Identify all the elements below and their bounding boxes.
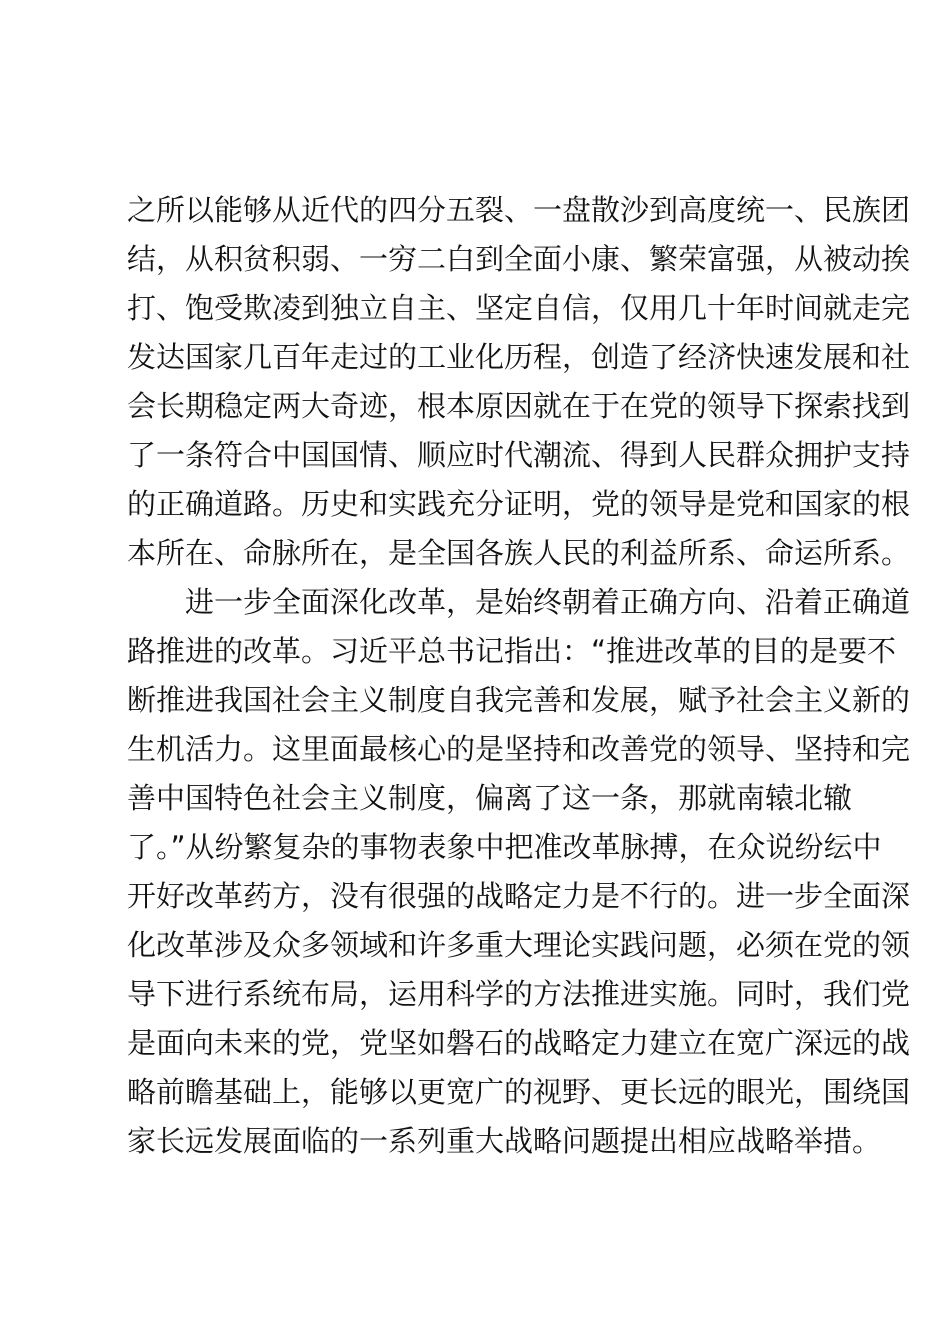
text-line: 断推进我国社会主义制度自我完善和发展，赋予社会主义新的 <box>127 683 911 717</box>
paragraph-1 <box>127 186 911 578</box>
text-line: 打、饱受欺凌到独立自主、坚定自信，仅用几十年时间就走完 <box>127 291 911 325</box>
text-line: 的正确道路。历史和实践充分证明，党的领导是党和国家的根 <box>127 487 911 521</box>
paragraph-2 <box>127 578 911 1166</box>
text-line: 之所以能够从近代的四分五裂、一盘散沙到高度统一、民族团 <box>127 193 911 227</box>
text-line: 结，从积贫积弱、一穷二白到全面小康、繁荣富强，从被动挨 <box>127 242 911 276</box>
text-line: 本所在、命脉所在，是全国各族人民的利益所系、命运所系。 <box>127 536 911 570</box>
text-line: 会长期稳定两大奇迹，根本原因就在于在党的领导下探索找到 <box>127 389 911 423</box>
text-line: 了。”从纷繁复杂的事物表象中把准改革脉搏，在众说纷纭中 <box>127 830 882 864</box>
text-line: 发达国家几百年走过的工业化历程，创造了经济快速发展和社 <box>127 340 911 374</box>
text-line: 家长远发展面临的一系列重大战略问题提出相应战略举措。 <box>127 1124 882 1158</box>
text-line: 化改革涉及众多领域和许多重大理论实践问题，必须在党的领 <box>127 928 911 962</box>
text-line: 生机活力。这里面最核心的是坚持和改善党的领导、坚持和完 <box>127 732 911 766</box>
text-line: 开好改革药方，没有很强的战略定力是不行的。进一步全面深 <box>127 879 911 913</box>
text-line: 略前瞻基础上，能够以更宽广的视野、更长远的眼光，围绕国 <box>127 1075 911 1109</box>
text-line: 进一步全面深化改革，是始终朝着正确方向、沿着正确道 <box>185 585 911 619</box>
text-line: 是面向未来的党，党坚如磐石的战略定力建立在宽广深远的战 <box>127 1026 911 1060</box>
text-line: 了一条符合中国国情、顺应时代潮流、得到人民群众拥护支持 <box>127 438 911 472</box>
document-body <box>127 186 911 1166</box>
text-line: 路推进的改革。习近平总书记指出：“推进改革的目的是要不 <box>127 634 897 668</box>
text-line: 导下进行系统布局，运用科学的方法推进实施。同时，我们党 <box>127 977 911 1011</box>
text-line: 善中国特色社会主义制度，偏离了这一条，那就南辕北辙 <box>127 781 853 815</box>
